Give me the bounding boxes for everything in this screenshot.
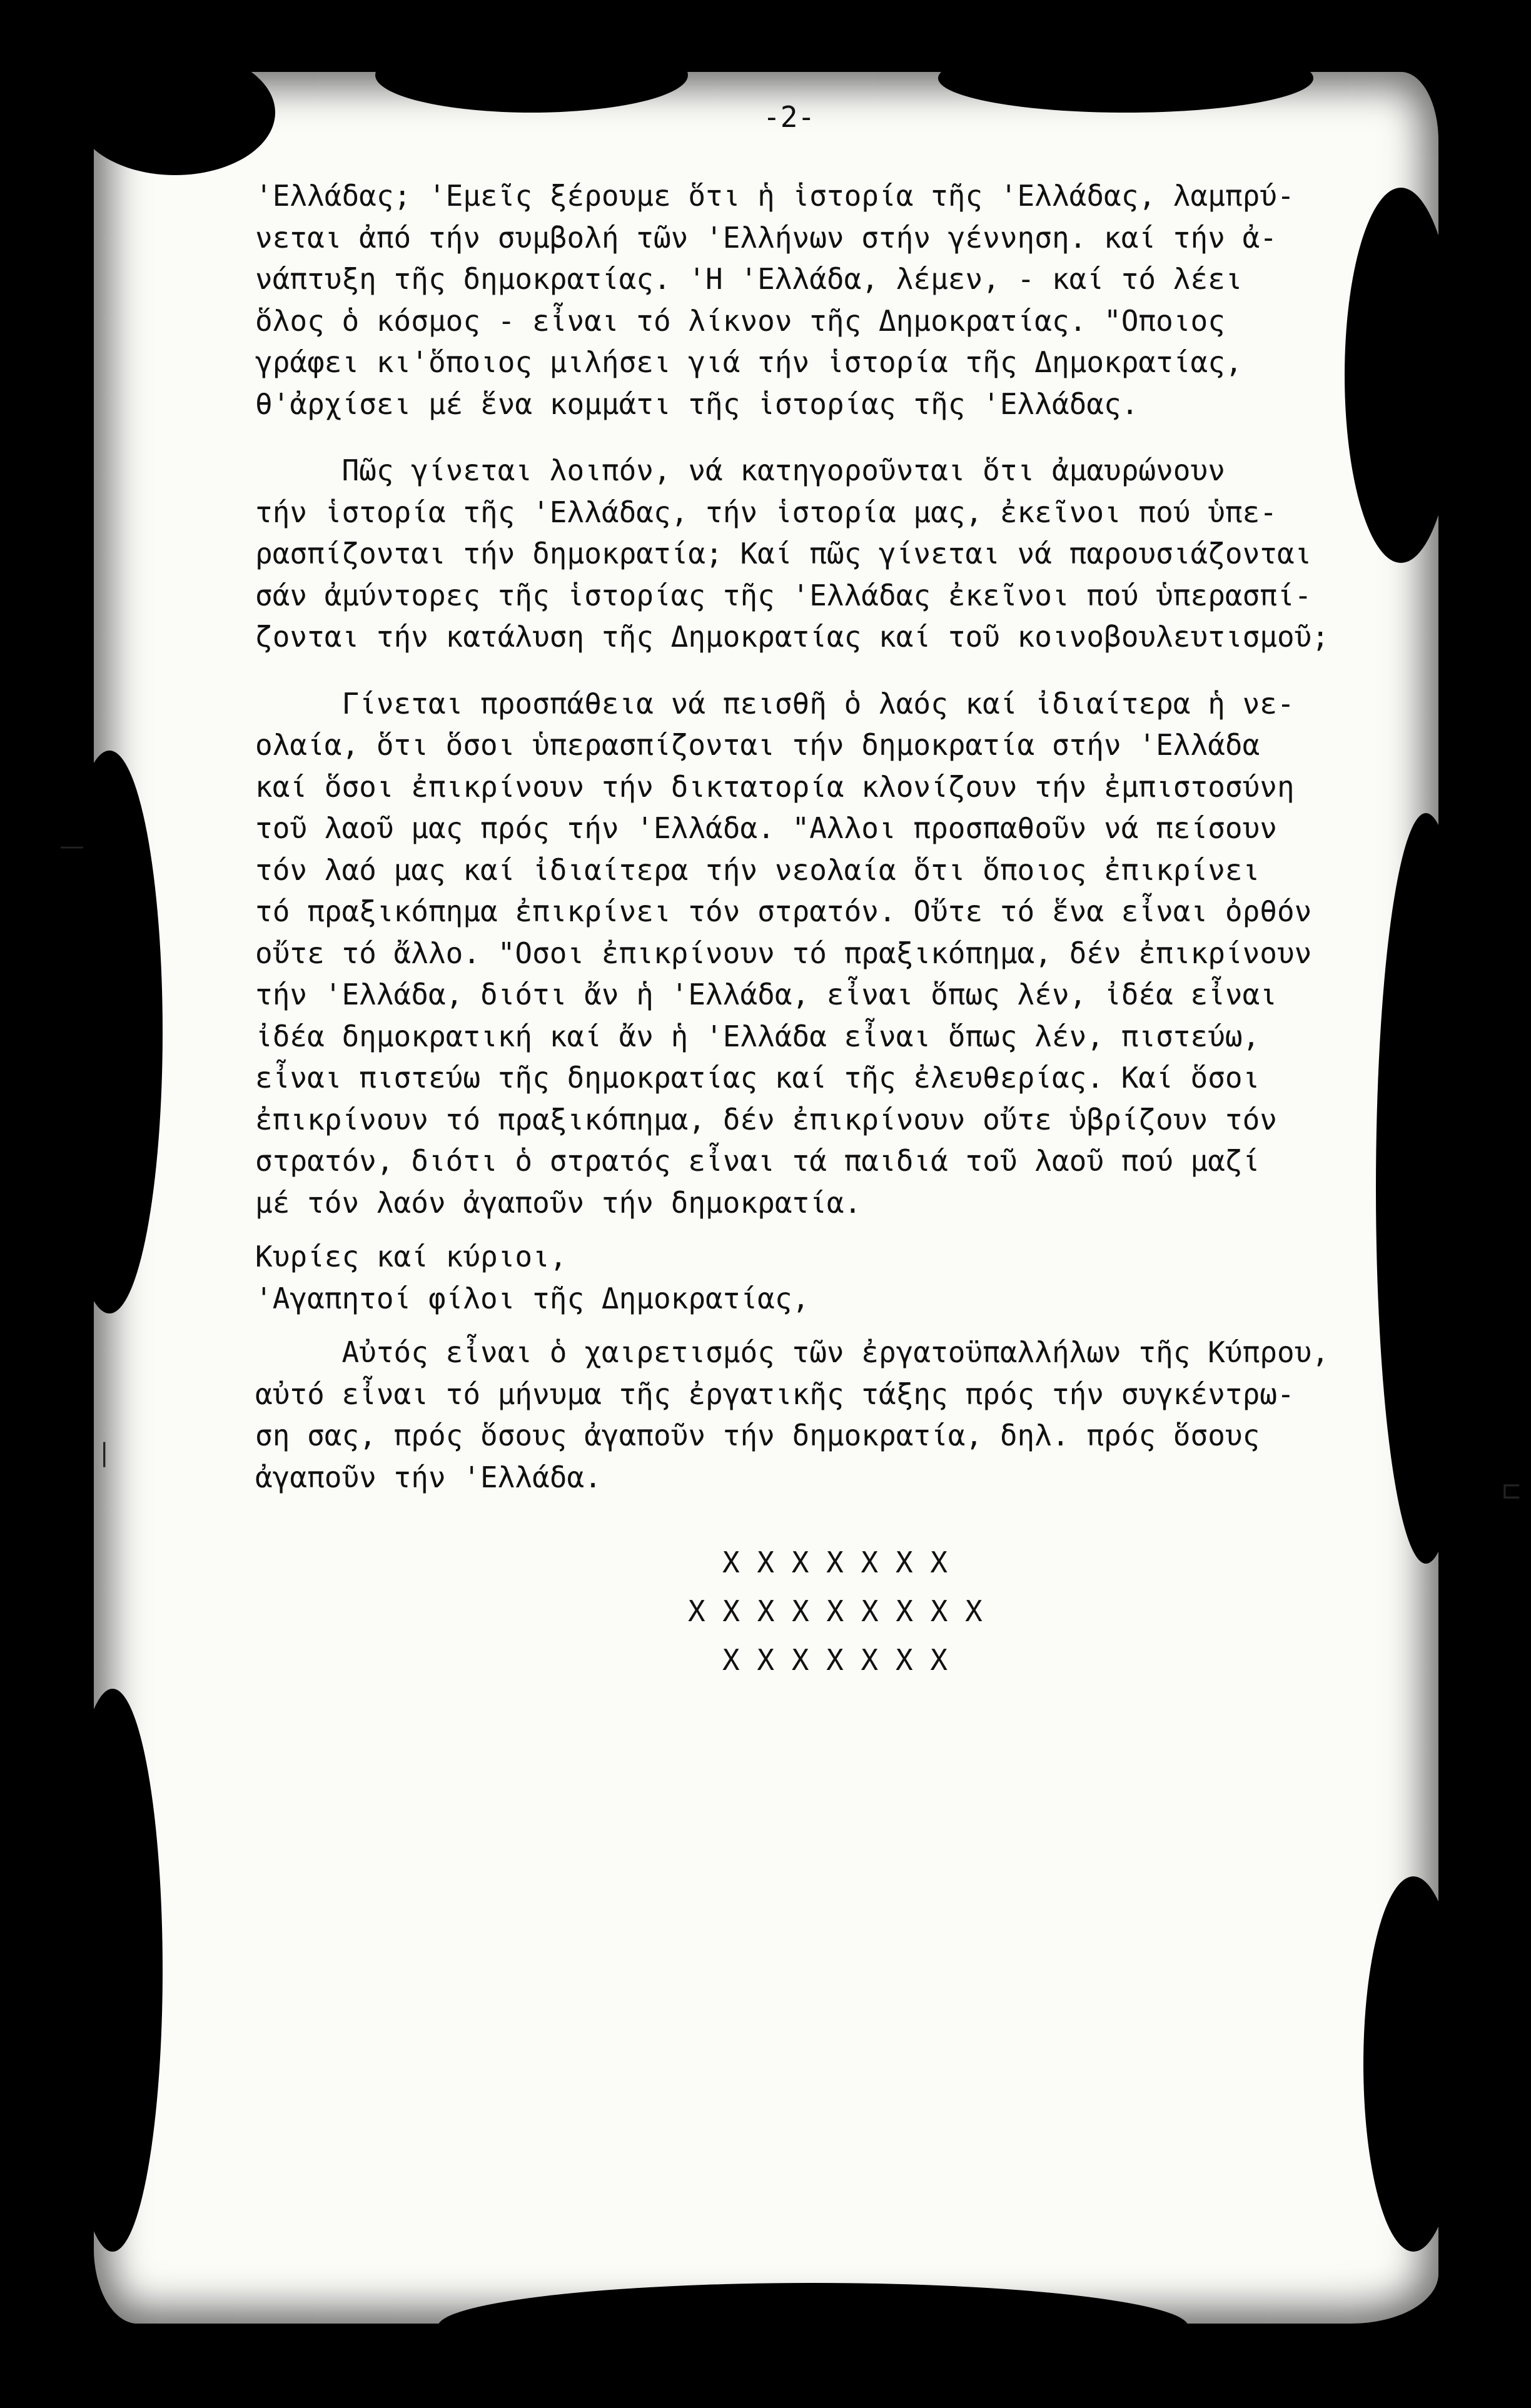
scan-edge-blot — [63, 1689, 163, 2252]
salutation — [255, 1236, 1443, 1319]
letter-body — [255, 175, 1443, 1688]
paragraph-2 — [255, 450, 1443, 658]
ornament-row: X X X X X X X — [722, 1643, 948, 1677]
ornament-row: X X X X X X X X X — [688, 1594, 983, 1628]
text-line: ση σας, πρός ὅσους ἀγαποῦν τήν δημοκρατία, δηλ. πρός ὅσους — [255, 1419, 1260, 1452]
text-line: στρατόν, διότι ὁ στρατός εἶναι τά παιδιά τοῦ λαοῦ πού μαζί — [255, 1144, 1260, 1178]
text-line: ολαία, ὅτι ὅσοι ὑπερασπίζονται τήν δημοκρατία στήν 'Ελλάδα — [255, 728, 1260, 762]
scan-edge-blot — [938, 44, 1313, 113]
text-line: ὅλος ὁ κόσμος - εἶναι τό λίκνον τῆς Δημοκρατίας. "Οποιος — [255, 303, 1225, 338]
scan-edge-blot — [75, 50, 275, 175]
ornament-block — [255, 1542, 1443, 1688]
text-line: Γίνεται προσπάθεια νά πεισθῆ ὁ λαός καί ἰδιαίτερα ἡ νε- — [255, 686, 1295, 721]
text-line: ρασπίζονται τήν δημοκρατία; Καί πῶς γίνεται νά παρουσιάζονται — [255, 537, 1312, 570]
text-line: καί ὅσοι ἐπικρίνουν τήν δικτατορία κλονίζουν τήν ἐμπιστοσύνη — [255, 769, 1295, 804]
text-line: Πῶς γίνεται λοιπόν, νά κατηγοροῦνται ὅτι ἀμαυρώνουν — [255, 453, 1225, 487]
ornament-row: X X X X X X X — [722, 1545, 948, 1579]
text-line: Αὐτός εἶναι ὁ χαιρετισμός τῶν ἐργατοϋπαλλήλων τῆς Κύπρου, — [255, 1335, 1330, 1369]
scan-edge-blot — [1363, 1876, 1463, 2252]
text-line: τό πραξικόπημα ἐπικρίνει τόν στρατόν. Οὔτε τό ἕνα εἶναι ὀρθόν — [255, 894, 1312, 928]
paragraph-gap — [255, 658, 1443, 683]
text-line: ἐπικρίνουν τό πραξικόπημα, δέν ἐπικρίνουν οὔτε ὑβρίζουν τόν — [255, 1102, 1277, 1136]
text-line: νεται ἀπό τήν συμβολή τῶν 'Ελλήνων στήν γέννηση. καί τήν ἀ- — [255, 220, 1277, 255]
text-line: τήν 'Ελλάδα, διότι ἄν ἡ 'Ελλάδα, εἶναι ὅπως λέν, ἰδέα εἶναι — [255, 978, 1277, 1011]
text-line: 'Ελλάδας; 'Εμεῖς ξέρουμε ὅτι ἡ ἱστορία τῆς 'Ελλάδας, λαμπρύ- — [255, 179, 1295, 213]
text-line: γράφει κι'ὅποιος μιλήσει γιά τήν ἱστορία τῆς Δημοκρατίας, — [255, 345, 1243, 379]
paragraph-gap — [255, 425, 1443, 450]
text-line: θ'ἀρχίσει μέ ἕνα κομμάτι τῆς ἱστορίας τῆς 'Ελλάδας. — [255, 387, 1139, 421]
text-line: τήν ἱστορία τῆς 'Ελλάδας, τήν ἱστορία μας, ἐκεῖνοι πού ὑπε- — [255, 495, 1277, 529]
margin-bracket-mark: ⊏ — [1501, 1476, 1522, 1505]
text-line: εἶναι πιστεύω τῆς δημοκρατίας καί τῆς ἐλευθερίας. Καί ὅσοι — [255, 1061, 1260, 1095]
text-line: ἰδέα δημοκρατική καί ἄν ἡ 'Ελλάδα εἶναι ὅπως λέν, πιστεύω, — [255, 1019, 1260, 1053]
closing-paragraph — [255, 1332, 1443, 1498]
text-line: τοῦ λαοῦ μας πρός τήν 'Ελλάδα. "Αλλοι προσπαθοῦν νά πείσουν — [255, 811, 1277, 845]
text-line: τόν λαό μας καί ἰδιαίτερα τήν νεολαία ὅτι ὅποιος ἐπικρίνει — [255, 852, 1260, 887]
text-line: σάν ἀμύντορες τῆς ἱστορίας τῆς 'Ελλάδας ἐκεῖνοι πού ὑπερασπί- — [255, 578, 1312, 612]
paragraph-gap — [255, 1223, 1443, 1236]
page-number: -2- — [763, 100, 816, 134]
salutation-line: 'Αγαπητοί φίλοι τῆς Δημοκρατίας, — [255, 1281, 810, 1315]
paragraph-gap — [255, 1319, 1443, 1332]
paragraph-1 — [255, 175, 1443, 425]
margin-tick-mark: | — [100, 1439, 109, 1467]
text-line: ἀγαποῦν τήν 'Ελλάδα. — [255, 1460, 602, 1494]
text-line: αὐτό εἶναι τό μήνυμα τῆς ἐργατικῆς τάξης πρός τήν συγκέντρω- — [255, 1377, 1295, 1411]
scan-edge-blot — [438, 2283, 1188, 2370]
text-line: οὔτε τό ἄλλο. "Οσοι ἐπικρίνουν τό πραξικόπημα, δέν ἐπικρίνουν — [255, 936, 1312, 970]
margin-dash-mark: — — [59, 832, 84, 861]
text-line: νάπτυξη τῆς δημοκρατίας. 'Η 'Ελλάδα, λέμεν, - καί τό λέει — [255, 262, 1243, 296]
paragraph-3 — [255, 683, 1443, 1224]
text-line: ζονται τήν κατάλυση τῆς Δημοκρατίας καί τοῦ κοινοβουλευτισμοῦ; — [255, 620, 1330, 654]
text-line: μέ τόν λαόν ἀγαποῦν τήν δημοκρατία. — [255, 1185, 862, 1220]
scan-edge-blot — [375, 38, 688, 113]
salutation-line: Κυρίες καί κύριοι, — [255, 1240, 567, 1273]
